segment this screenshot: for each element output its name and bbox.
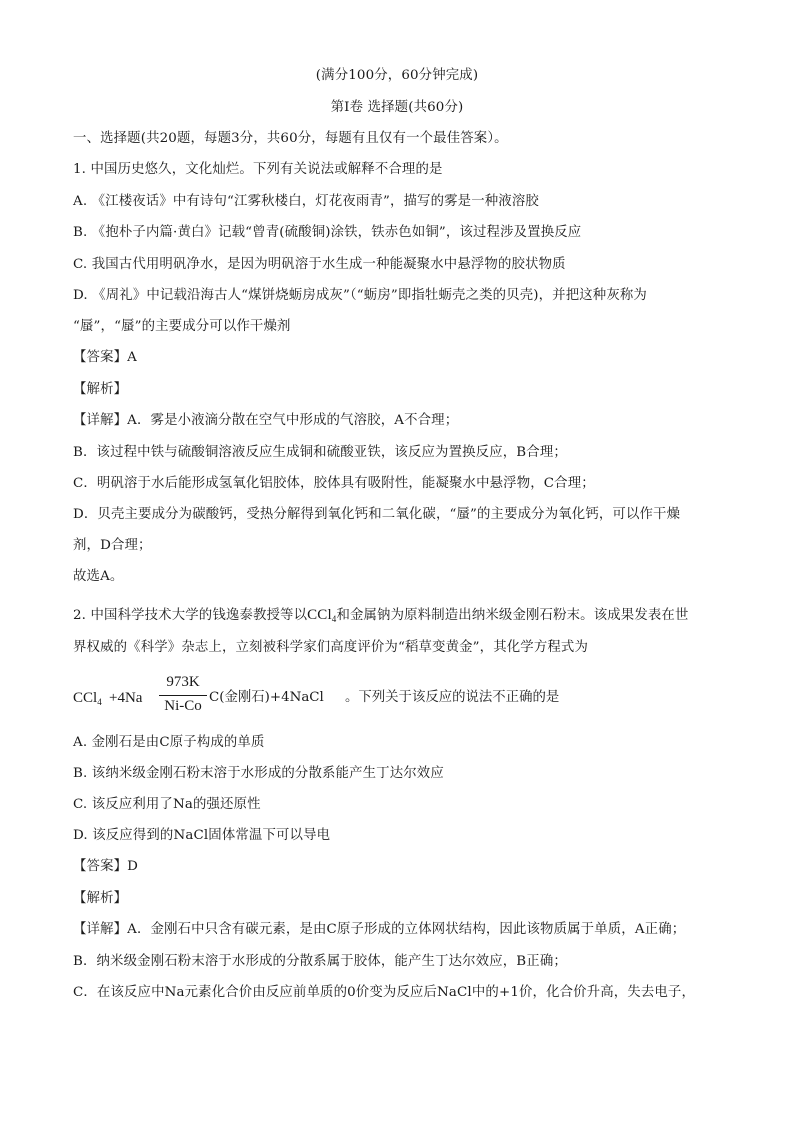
equation-ccl-text: CCl [73, 690, 98, 706]
q1-detail-b: B．该过程中铁与硫酸铜溶液反应生成铜和硫酸亚铁，该反应为置换反应，B合理； [73, 445, 567, 460]
q1-option-a: A. 《江楼夜话》中有诗句“江雾秋楼白，灯花夜雨青”，描写的雾是一种液溶胶 [73, 194, 539, 209]
q2-detail-a: 【详解】A．金刚石中只含有碳元素，是由C原子形成的立体网状结构，因此该物质属于单质，A正确； [73, 922, 686, 937]
q2-detail-c: C．在该反应中Na元素化合价由反应前单质的0价变为反应后NaCl中的+1价，化合价升高，失去电子， [73, 985, 696, 1000]
equation-arrow-bar [159, 695, 207, 696]
q2-option-c: C. 该反应利用了Na的强还原性 [73, 797, 261, 812]
q1-analysis-label: 【解析】 [73, 382, 128, 397]
q2-answer: 【答案】D [73, 859, 139, 874]
q2-detail-b: B．纳米级金刚石粉末溶于水形成的分散系属于胶体，能产生丁达尔效应，B正确； [73, 954, 567, 969]
q1-option-d: D. 《周礼》中记载沿海古人“煤饼烧蛎房成灰”（“蛎房”即指牡蛎壳之类的贝壳)，并把这种灰称为 [73, 288, 647, 303]
q2-option-d: D. 该反应得到的NaCl固体常温下可以导电 [73, 828, 331, 843]
q2-option-a: A. 金刚石是由C原子构成的单质 [73, 735, 265, 750]
equation-products: C(金刚石)+4NaCl [209, 690, 324, 705]
q2-option-b: B. 该纳米级金刚石粉末溶于水形成的分散系能产生丁达尔效应 [73, 766, 444, 781]
section-title: 第Ⅰ卷 选择题(共60分) [330, 100, 464, 115]
equation-reactant-na: +4Na [109, 690, 143, 706]
equation-condition-catalyst: Ni-Co [164, 698, 202, 714]
q1-detail-d-cont: 剂，D合理； [73, 538, 152, 553]
q2-stem-part-a: 2. 中国科学技术大学的钱逸泰教授等以 [73, 608, 308, 623]
q2-stem-line2: 界权威的《科学》杂志上，立刻被科学家们高度评价为“稻草变黄金”，其化学方程式为 [73, 640, 588, 655]
equation-ccl-sub: 4 [97, 697, 102, 707]
q2-stem-line1 [73, 605, 689, 626]
q1-conclusion: 故选A。 [73, 569, 124, 584]
equation-reactant-ccl4 [73, 688, 102, 708]
q2-analysis-label: 【解析】 [73, 891, 128, 906]
q1-option-b: B. 《抱朴子内篇·黄白》记载“曾青(硫酸铜)涂铁，铁赤色如铜”，该过程涉及置换反应 [73, 225, 582, 240]
q1-detail-c: C．明矾溶于水后能形成氢氧化铝胶体，胶体具有吸附性，能凝聚水中悬浮物，C合理； [73, 476, 595, 491]
q2-stem-part-b: 和金属钠为原料制造出纳米级金刚石粉末。该成果发表在世 [336, 608, 689, 623]
score-note: (满分100分，60分钟完成) [315, 68, 479, 83]
q1-detail-d: D．贝壳主要成分为碳酸钙，受热分解得到氧化钙和二氧化碳，“蜃”的主要成分为氧化钙，可以作干燥 [73, 507, 681, 522]
instructions: 一、选择题(共20题，每题3分，共60分，每题有且仅有一个最佳答案）。 [73, 131, 508, 146]
q1-stem: 1. 中国历史悠久，文化灿烂。下列有关说法或解释不合理的是 [73, 162, 443, 177]
equation-condition-temperature: 973K [166, 674, 200, 690]
q1-option-c: C. 我国古代用明矾净水，是因为明矾溶于水生成一种能凝聚水中悬浮物的胶状物质 [73, 257, 566, 272]
q1-answer: 【答案】A [73, 350, 137, 365]
q2-stem-formula [307, 607, 336, 623]
equation-trailing: 。下列关于该反应的说法不正确的是 [345, 690, 560, 705]
q1-detail-a: 【详解】A．雾是小液滴分散在空气中形成的气溶胶，A不合理； [73, 413, 459, 428]
q2-stem-formula-sub: 4 [331, 614, 337, 624]
q1-option-d-cont: “蜃”，“蜃”的主要成分可以作干燥剂 [73, 319, 291, 334]
q2-stem-formula-text: CCl [307, 607, 332, 623]
